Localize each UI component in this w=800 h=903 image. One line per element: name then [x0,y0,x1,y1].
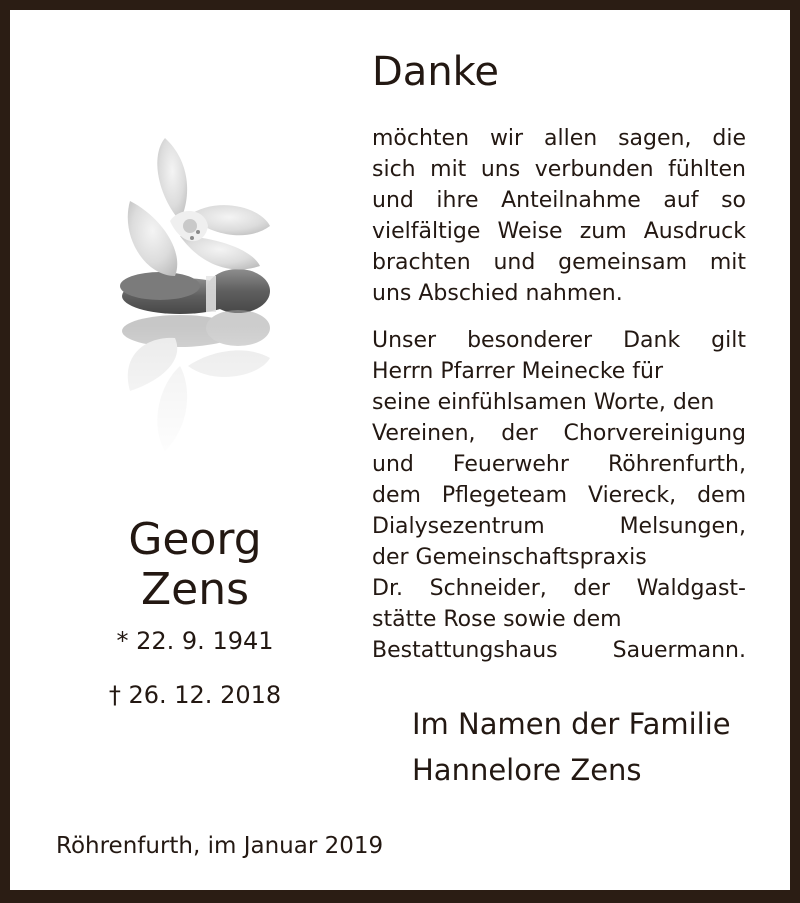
text-line: Herrn Pfarrer Meinecke für [372,359,664,384]
text-line: vielfältige Weise zum Ausdruck [372,219,746,244]
thanks-heading: Danke [372,49,500,95]
text-line: Dr. Schneider, der Waldgast- [372,576,746,601]
text-line: brachten und gemeinsam mit [372,250,746,275]
text-line: seine einfühlsamen Worte, den [372,390,715,415]
signature-line: Im Namen der Familie [412,707,731,741]
text-line: sich mit uns verbunden fühlten [372,157,746,182]
text-line: Vereinen, der Chorvereinigung [372,421,746,446]
place-and-date: Röhrenfurth, im Januar 2019 [56,833,384,859]
obituary-card [10,10,790,890]
death-date: † 26. 12. 2018 [108,681,282,709]
text-line: Unser besonderer Dank gilt [372,328,746,353]
text-line: der Gemeinschaftspraxis [372,545,647,570]
last-name: Zens [140,564,250,615]
text-line: uns Abschied nahmen. [372,281,623,306]
first-name: Georg [128,514,262,565]
signature-name: Hannelore Zens [412,753,642,787]
text-line: dem Pflegeteam Viereck, dem [372,483,746,508]
thanks-paragraph [372,123,746,309]
text-line: Dialysezentrum Melsungen, [372,514,746,539]
text-line: Bestattungshaus Sauermann. [372,638,746,663]
birth-date: * 22. 9. 1941 [116,627,274,655]
text-line: und ihre Anteilnahme auf so [372,188,746,213]
orchid-petals [128,138,270,276]
orchid-image [110,126,280,466]
stones [120,269,270,314]
text-line: stätte Rose sowie dem [372,607,622,632]
acknowledgement-paragraph [372,325,746,666]
text-line: möchten wir allen sagen, die [372,126,746,151]
text-line: und Feuerwehr Röhrenfurth, [372,452,746,477]
